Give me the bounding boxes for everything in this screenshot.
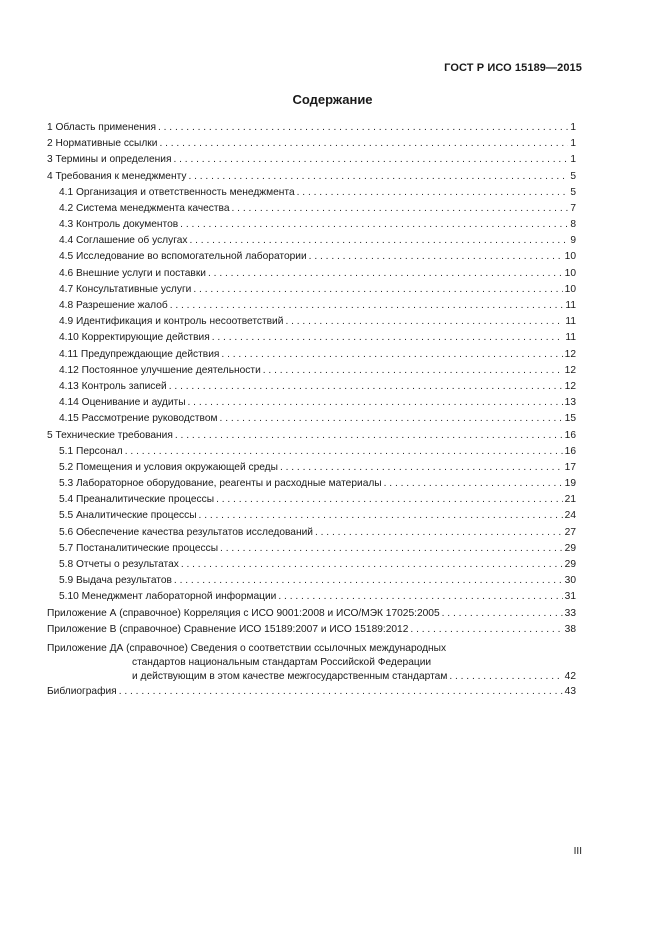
toc-entry-label: 2 Нормативные ссылки bbox=[47, 138, 158, 150]
toc-leader-dots bbox=[193, 282, 562, 298]
toc-leader-dots bbox=[232, 201, 569, 217]
toc-entry-page: 16 bbox=[564, 445, 576, 457]
toc-entry-label-line1: Приложение ДА (справочное) Сведения о соответствии ссылочных международных bbox=[47, 643, 447, 654]
toc-entry-label: 5.3 Лабораторное оборудование, реагенты и расходные материалы bbox=[59, 478, 382, 490]
toc-entry[interactable] bbox=[47, 509, 576, 525]
toc-entry-label: 4.4 Соглашение об услугах bbox=[59, 235, 188, 247]
toc-entry-page: 8 bbox=[570, 219, 576, 231]
toc-entry[interactable] bbox=[47, 152, 576, 168]
toc-entry-appendix-da[interactable] bbox=[47, 642, 576, 684]
toc-leader-dots bbox=[278, 589, 562, 605]
toc-leader-dots bbox=[263, 363, 563, 379]
toc-entry-label: 4.11 Предупреждающие действия bbox=[59, 348, 220, 360]
toc-entry-label: Приложение А (справочное) Корреляция с ИСО 9001:2008 и ИСО/МЭК 17025:2005 bbox=[47, 607, 440, 619]
toc-entry-page: 13 bbox=[564, 397, 576, 409]
toc-entry-page: 12 bbox=[564, 380, 576, 392]
toc-leader-dots bbox=[170, 298, 564, 314]
toc-leader-dots bbox=[180, 217, 568, 233]
toc-entry[interactable] bbox=[47, 622, 576, 638]
toc-entry[interactable] bbox=[47, 282, 576, 298]
toc-entry-page: 10 bbox=[564, 283, 576, 295]
toc-entry-page: 29 bbox=[564, 559, 576, 571]
toc-entry-label: Библиография bbox=[47, 685, 117, 697]
toc-entry-label: Приложение В (справочное) Сравнение ИСО 15189:2007 и ИСО 15189:2012 bbox=[47, 623, 409, 635]
toc-entry-label: 5.10 Менеджмент лабораторной информации bbox=[59, 591, 277, 603]
toc-entry-label: 1 Область применения bbox=[47, 121, 156, 133]
toc-entry[interactable] bbox=[47, 217, 576, 233]
toc-leader-dots bbox=[199, 508, 563, 524]
toc-entry[interactable] bbox=[47, 185, 576, 201]
toc-entry-page: 31 bbox=[564, 591, 576, 603]
toc-entry-page: 1 bbox=[570, 138, 576, 150]
toc-entry-label: 4.3 Контроль документов bbox=[59, 219, 179, 231]
toc-entry-label: 4.15 Рассмотрение руководством bbox=[59, 413, 218, 425]
toc-entry-label: 3 Термины и определения bbox=[47, 154, 172, 166]
toc-leader-dots bbox=[212, 330, 564, 346]
toc-entry-page: 19 bbox=[564, 478, 576, 490]
page-number: III bbox=[573, 846, 582, 857]
toc-entry-label: 5.1 Персонал bbox=[59, 445, 123, 457]
toc-entry-page: 42 bbox=[564, 671, 576, 682]
toc-entry-bibliography[interactable] bbox=[47, 684, 576, 700]
toc-entry-label: 5.5 Аналитические процессы bbox=[59, 510, 197, 522]
toc-entry-page: 29 bbox=[564, 542, 576, 554]
toc-leader-dots bbox=[188, 169, 568, 185]
toc-entry-page: 15 bbox=[564, 413, 576, 425]
toc-entry[interactable] bbox=[47, 330, 576, 346]
toc-entry-last-line bbox=[47, 670, 576, 684]
toc-entry[interactable] bbox=[47, 589, 576, 605]
toc-entry-label: 5 Технические требования bbox=[47, 429, 173, 441]
toc-entry-label: 4.2 Система менеджмента качества bbox=[59, 202, 230, 214]
toc-leader-dots bbox=[220, 411, 563, 427]
toc-entry-label: 4.8 Разрешение жалоб bbox=[59, 300, 168, 312]
toc-entry[interactable] bbox=[47, 363, 576, 379]
toc-leader-dots bbox=[221, 347, 562, 363]
toc-leader-dots bbox=[280, 460, 563, 476]
toc-entry-page: 21 bbox=[564, 494, 576, 506]
toc-entry[interactable] bbox=[47, 136, 576, 152]
toc-entry-label-line3: и действующим в этом качестве межгосударственным стандартам bbox=[132, 671, 448, 682]
toc-leader-dots bbox=[442, 606, 563, 622]
toc-entry[interactable] bbox=[47, 525, 576, 541]
toc-entry-page: 11 bbox=[565, 316, 576, 328]
toc-entry-page: 9 bbox=[570, 235, 576, 247]
document-id: ГОСТ Р ИСО 15189—2015 bbox=[444, 62, 582, 74]
toc-entry-label: 4.9 Идентификация и контроль несоответствий bbox=[59, 316, 284, 328]
toc-leader-dots bbox=[384, 476, 563, 492]
toc-entry[interactable] bbox=[47, 428, 576, 444]
toc-leader-dots bbox=[159, 136, 568, 152]
toc-entry-page: 38 bbox=[564, 623, 576, 635]
toc-entry-page: 12 bbox=[564, 348, 576, 360]
toc-entry-page: 10 bbox=[564, 251, 576, 263]
toc-entry[interactable] bbox=[47, 120, 576, 136]
toc-entry-page: 43 bbox=[564, 685, 576, 697]
toc-entry-label-line2: стандартов национальным стандартам Российской Федерации bbox=[132, 657, 432, 668]
toc-leader-dots bbox=[285, 314, 563, 330]
toc-entry-page: 11 bbox=[565, 300, 576, 312]
toc-entry[interactable] bbox=[47, 395, 576, 411]
toc-leader-dots bbox=[173, 152, 568, 168]
toc-entry-label: 4.7 Консультативные услуги bbox=[59, 283, 192, 295]
toc-entry[interactable] bbox=[47, 314, 576, 330]
toc-leader-dots bbox=[181, 557, 563, 573]
toc-leader-dots bbox=[410, 622, 562, 638]
toc-entry-label: 4.14 Оценивание и аудиты bbox=[59, 397, 186, 409]
toc-leader-dots bbox=[309, 249, 563, 265]
toc-entry-page: 7 bbox=[570, 202, 576, 214]
toc-entry[interactable] bbox=[47, 298, 576, 314]
toc-leader-dots bbox=[216, 492, 563, 508]
toc-entry-page: 27 bbox=[564, 526, 576, 538]
toc-entry-page: 12 bbox=[564, 364, 576, 376]
toc-leader-dots bbox=[169, 379, 563, 395]
toc-leader-dots bbox=[189, 233, 568, 249]
toc-entry[interactable] bbox=[47, 606, 576, 622]
toc-leader-dots bbox=[125, 444, 563, 460]
toc-entry-page: 24 bbox=[564, 510, 576, 522]
toc-entry[interactable] bbox=[47, 476, 576, 492]
toc-entry-page: 30 bbox=[564, 575, 576, 587]
toc-entry-label: 5.8 Отчеты о результатах bbox=[59, 559, 179, 571]
toc-entry-label: 5.7 Постаналитические процессы bbox=[59, 542, 219, 554]
toc-leader-dots bbox=[315, 525, 563, 541]
toc-entry-label: 4.10 Корректирующие действия bbox=[59, 332, 210, 344]
toc-leader-dots bbox=[175, 428, 563, 444]
toc-entry[interactable] bbox=[47, 233, 576, 249]
toc-entry-label: 5.6 Обеспечение качества результатов исследований bbox=[59, 526, 313, 538]
toc-title: Содержание bbox=[292, 92, 373, 107]
toc-entry-label: 4 Требования к менеджменту bbox=[47, 170, 187, 182]
toc-entry[interactable] bbox=[47, 492, 576, 508]
toc-leader-dots bbox=[208, 266, 563, 282]
toc-leader-dots bbox=[158, 120, 568, 136]
toc-entry[interactable] bbox=[47, 411, 576, 427]
toc-leader-dots bbox=[119, 684, 563, 700]
table-of-contents bbox=[47, 120, 576, 700]
toc-entry-label: 4.1 Организация и ответственность менеджмента bbox=[59, 186, 295, 198]
toc-entry-label: 4.13 Контроль записей bbox=[59, 380, 167, 392]
toc-leader-dots bbox=[174, 573, 563, 589]
toc-entry[interactable] bbox=[47, 557, 576, 573]
toc-entry-label: 5.9 Выдача результатов bbox=[59, 575, 172, 587]
toc-entry-page: 1 bbox=[570, 121, 576, 133]
toc-entry-page: 5 bbox=[570, 170, 576, 182]
toc-entry-label: 5.2 Помещения и условия окружающей среды bbox=[59, 461, 278, 473]
toc-entry[interactable] bbox=[47, 347, 576, 363]
toc-entry-page: 10 bbox=[564, 267, 576, 279]
toc-entry[interactable] bbox=[47, 444, 576, 460]
toc-leader-dots bbox=[188, 395, 563, 411]
toc-entry-page: 33 bbox=[564, 607, 576, 619]
toc-leader-dots bbox=[220, 541, 563, 557]
toc-entry-page: 5 bbox=[570, 186, 576, 198]
toc-entry-label: 4.5 Исследование во вспомогательной лаборатории bbox=[59, 251, 307, 263]
toc-entry[interactable] bbox=[47, 573, 576, 589]
toc-entry[interactable] bbox=[47, 460, 576, 476]
toc-leader-dots bbox=[297, 185, 569, 201]
toc-entry-page: 1 bbox=[570, 154, 576, 166]
toc-entry-label: 4.12 Постоянное улучшение деятельности bbox=[59, 364, 261, 376]
toc-leader-dots bbox=[449, 670, 562, 684]
toc-entry[interactable] bbox=[47, 201, 576, 217]
toc-entry-page: 11 bbox=[565, 332, 576, 344]
toc-entry-label: 5.4 Преаналитические процессы bbox=[59, 494, 215, 506]
toc-entry[interactable] bbox=[47, 266, 576, 282]
toc-entry[interactable] bbox=[47, 250, 576, 266]
toc-entry-page: 17 bbox=[564, 461, 576, 473]
toc-entry[interactable] bbox=[47, 541, 576, 557]
toc-entry-page: 16 bbox=[564, 429, 576, 441]
toc-entry-label: 4.6 Внешние услуги и поставки bbox=[59, 267, 206, 279]
toc-entry[interactable] bbox=[47, 379, 576, 395]
toc-entry[interactable] bbox=[47, 169, 576, 185]
